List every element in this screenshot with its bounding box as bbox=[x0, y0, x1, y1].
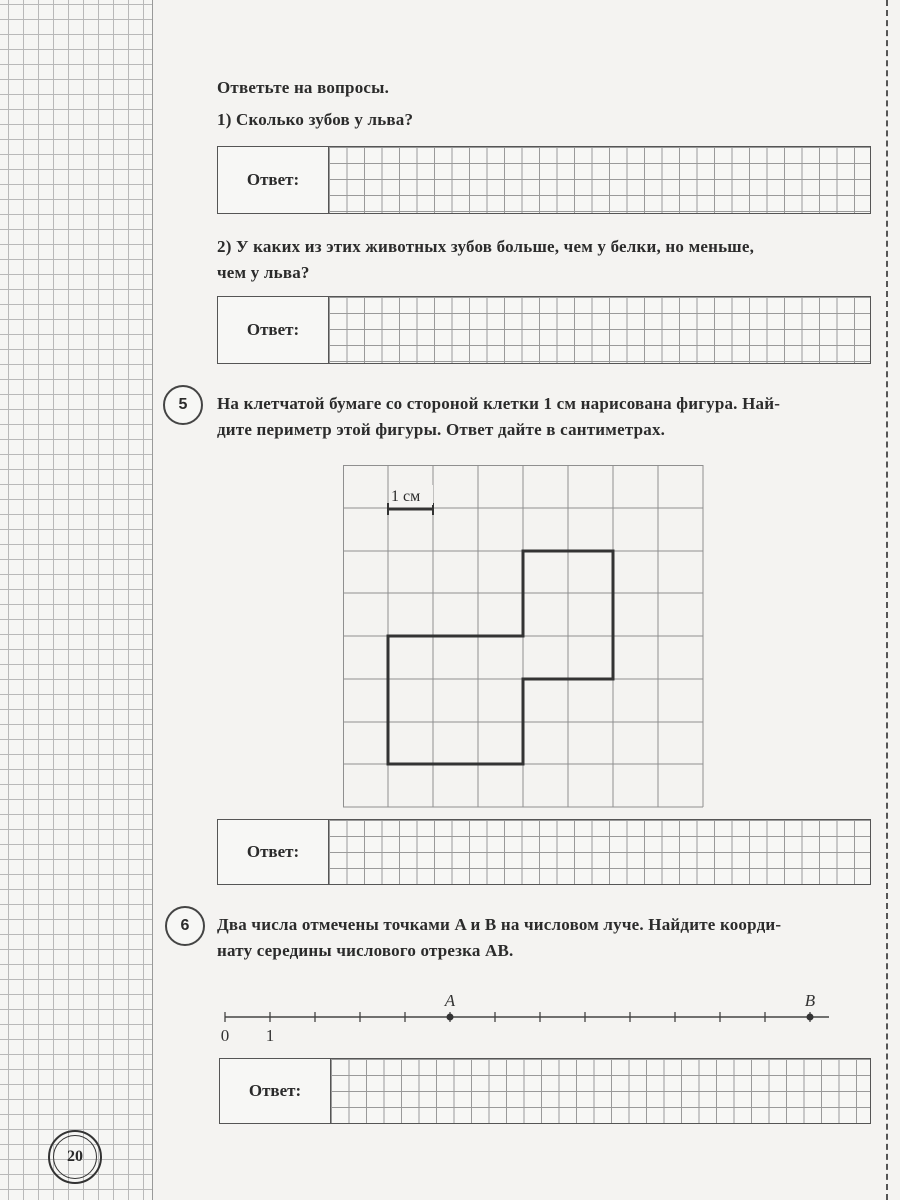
question-1: 1) Сколько зубов у льва? bbox=[217, 110, 414, 129]
answer-box-task-6[interactable] bbox=[219, 1058, 871, 1124]
question-2-line-1: 2) У каких из этих животных зубов больше, чем у белки, но меньше, bbox=[217, 237, 755, 256]
cut-line bbox=[886, 0, 888, 1200]
task-6-line-1: Два числа отмечены точками A и B на числовом луче. Найдите коорди- bbox=[217, 915, 782, 934]
task-5-line-1: На клетчатой бумаге со стороной клетки 1 см нарисована фигура. Най- bbox=[217, 394, 781, 413]
answer-label: Ответ: bbox=[218, 297, 329, 363]
answer-box-task-5[interactable] bbox=[217, 819, 871, 885]
answer-cells[interactable] bbox=[331, 1059, 870, 1123]
page-number-badge bbox=[48, 1130, 102, 1184]
task-6-line-2: нату середины числового отрезка AB. bbox=[217, 941, 514, 960]
point-b-dot bbox=[807, 1014, 814, 1021]
answer-label: Ответ: bbox=[220, 1059, 331, 1123]
task-number-5: 5 bbox=[163, 385, 203, 425]
answer-box-q2[interactable] bbox=[217, 296, 871, 364]
number-line bbox=[215, 985, 845, 1050]
tick-label-one: 1 bbox=[265, 1026, 275, 1045]
tick-label-zero: 0 bbox=[220, 1026, 230, 1045]
answer-cells[interactable] bbox=[329, 297, 870, 363]
answer-label: Ответ: bbox=[218, 820, 329, 884]
point-a-label: A bbox=[444, 991, 456, 1010]
answer-label: Ответ: bbox=[218, 147, 329, 213]
answer-box-q1[interactable] bbox=[217, 146, 871, 214]
point-b-label: B bbox=[804, 991, 816, 1010]
figure-polygon bbox=[388, 551, 613, 764]
answer-cells[interactable] bbox=[329, 820, 870, 884]
page-number: 20 bbox=[53, 1135, 97, 1179]
point-a-dot bbox=[447, 1014, 454, 1021]
margin-grid bbox=[0, 0, 153, 1200]
task-5-line-2: дите периметр этой фигуры. Ответ дайте в сантиметрах. bbox=[217, 420, 666, 439]
answer-cells[interactable] bbox=[329, 147, 870, 213]
questions-intro: Ответьте на вопросы. bbox=[217, 78, 390, 97]
question-2-line-2: чем у льва? bbox=[217, 263, 310, 282]
scale-label: 1 см bbox=[391, 488, 421, 505]
grid-figure bbox=[343, 465, 705, 809]
task-number-6: 6 bbox=[165, 906, 205, 946]
